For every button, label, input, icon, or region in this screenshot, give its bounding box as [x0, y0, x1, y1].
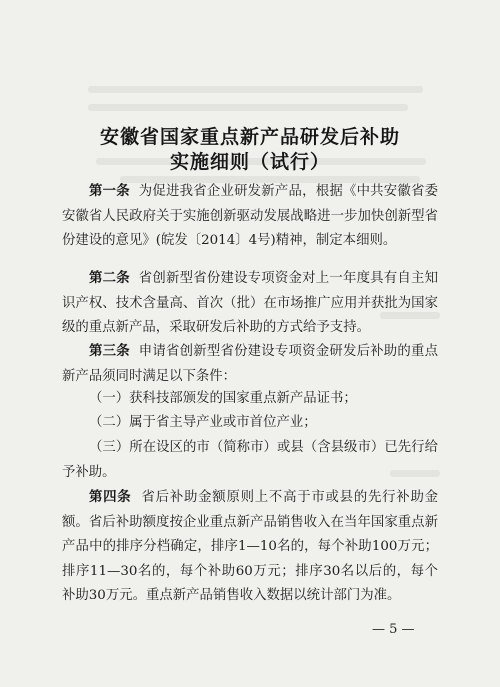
- article-3: [62, 339, 438, 389]
- document-title-line-2: 实施细则（试行）: [169, 151, 330, 173]
- bleed-through-line: [88, 86, 423, 93]
- article-1-label: 第一条: [89, 183, 130, 199]
- page-number: — 5 —: [372, 622, 415, 637]
- bleed-through-line: [88, 104, 408, 111]
- article-4-label: 第四条: [89, 489, 132, 505]
- document-title-line-1: 安徽省国家重点新产品研发后补助: [99, 126, 400, 148]
- article-1: [62, 179, 438, 254]
- article-3-label: 第三条: [89, 343, 130, 359]
- article-3-item-2: （二）属于省主导产业或市首位产业；: [89, 415, 317, 430]
- article-1-text: 为促进我省企业研发新产品，根据《中共安徽省委安徽省人民政府关于实施创新驱动发展战略进一步加快创新型省份建设的意见》(皖发〔2014〕4号)精神，制定本细则。: [62, 184, 439, 248]
- article-2: [62, 266, 438, 341]
- article-2-label: 第二条: [89, 270, 130, 286]
- article-4: [62, 485, 438, 609]
- article-3-item-3: （三）所在设区的市（简称市）或县（含县级市）已先行给予补助。: [62, 440, 438, 480]
- article-4-text: 省后补助金额原则上不高于市或县的先行补助金额。省后补助额度按企业重点新产品销售收入在当年国家重点新产品中的排序分档确定，排序1—10名的，每个补助100万元；排序11—30名的，每个补助60万元；排序30名以后的，每个补助30万元。重点新产品销售收入数据以统计部门为准。: [62, 490, 439, 603]
- article-3-text: 申请省创新型省份建设专项资金研发后补助的重点新产品须同时满足以下条件：: [62, 344, 439, 384]
- article-3-item-1: （一）获科技部颁发的国家重点新产品证书；: [89, 391, 357, 406]
- article-2-text: 省创新型省份建设专项资金对上一年度具有自主知识产权、技术含量高、首次（批）在市场推广应用并获批为国家级的重点新产品，采取研发后补助的方式给予支持。: [62, 271, 439, 335]
